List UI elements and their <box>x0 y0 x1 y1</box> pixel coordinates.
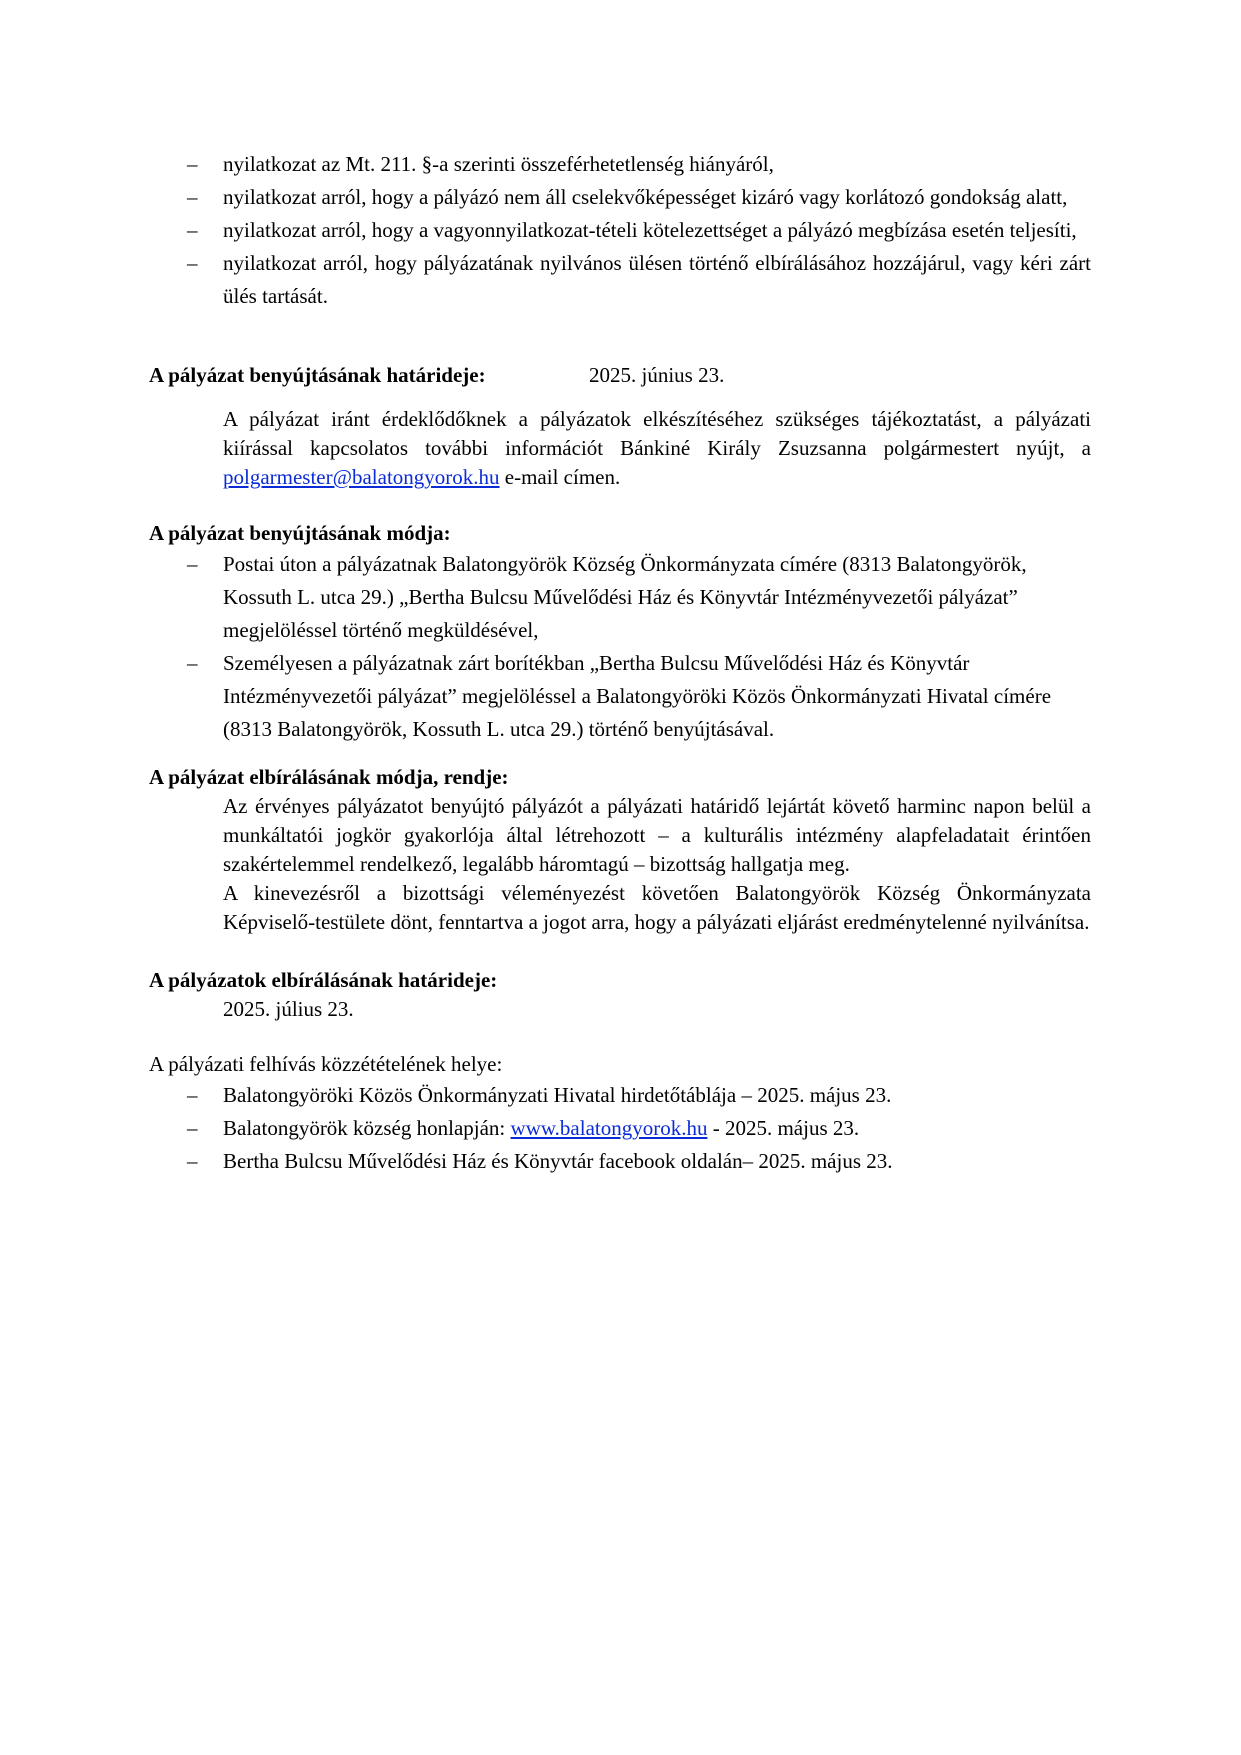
declarations-list <box>149 148 1091 313</box>
submission-deadline-heading: A pályázat benyújtásának határideje: <box>149 363 486 387</box>
dash-bullet: – <box>187 218 198 242</box>
list-item: – Személyesen a pályázatnak zárt borítékban „Bertha Bulcsu Művelődési Ház és Könyvtár Intézményvezetői pályázat” megjelöléssel a Balatongyöröki Közös Önkormányzati Hivatal címére (8313 Balatongyörök, Kossuth L. utca 29.) történő benyújtásával. <box>149 647 1091 746</box>
evaluation-deadline-heading: A pályázatok elbírálásának határideje: <box>149 968 498 992</box>
list-item: – Postai úton a pályázatnak Balatongyörök Község Önkormányzata címére (8313 Balatongyörök, Kossuth L. utca 29.) „Bertha Bulcsu Művelődési Ház és Könyvtár Intézményvezetői pályázat” megjelöléssel történő megküldésével, <box>149 548 1091 647</box>
email-link[interactable]: polgarmester@balatongyorok.hu <box>223 465 500 489</box>
website-link[interactable]: www.balatongyorok.hu <box>510 1116 708 1140</box>
evaluation-deadline-date: 2025. július 23. <box>223 997 354 1021</box>
list-item: – nyilatkozat arról, hogy pályázatának nyilvános ülésen történő elbírálásához hozzájárul, vagy kéri zárt ülés tartását. <box>149 247 1091 313</box>
list-item: – nyilatkozat arról, hogy a vagyonnyilatkozat-tételi kötelezettséget a pályázó megbízása esetén teljesíti, <box>149 214 1091 247</box>
publication-list <box>149 1079 1091 1178</box>
submission-deadline-row <box>149 360 1091 390</box>
document-content <box>149 148 1091 1178</box>
list-item: – nyilatkozat az Mt. 211. §-a szerinti összeférhetetlenség hiányáról, <box>149 148 1091 181</box>
evaluation-heading: A pályázat elbírálásának módja, rendje: <box>149 765 509 789</box>
publication-intro: A pályázati felhívás közzétételének helye: <box>149 1052 503 1076</box>
dash-bullet: – <box>187 185 198 209</box>
submission-deadline-date: 2025. június 23. <box>589 363 725 387</box>
submission-method-list <box>149 548 1091 746</box>
list-item: – Balatongyöröki Közös Önkormányzati Hivatal hirdetőtáblája – 2025. május 23. <box>149 1079 1091 1112</box>
evaluation-paragraph-1: Az érvényes pályázatot benyújtó pályázót a pályázati határidő lejártát követő harminc napon belül a munkáltatói jogkör gyakorlója által létrehozott – a kulturális intézmény alapfeladatait érintően szakértelemmel rendelkező, legalább háromtagú – bizottság hallgatja meg. <box>223 794 1091 876</box>
dash-bullet: – <box>187 651 198 675</box>
dash-bullet: – <box>187 1149 198 1173</box>
list-item: – Balatongyörök község honlapján: www.balatongyorok.hu - 2025. május 23. <box>149 1112 1091 1145</box>
dash-bullet: – <box>187 1083 198 1107</box>
dash-bullet: – <box>187 251 198 275</box>
list-item: – nyilatkozat arról, hogy a pályázó nem áll cselekvőképességet kizáró vagy korlátozó gondokság alatt, <box>149 181 1091 214</box>
list-item: – Bertha Bulcsu Művelődési Ház és Könyvtár facebook oldalán– 2025. május 23. <box>149 1145 1091 1178</box>
dash-bullet: – <box>187 152 198 176</box>
dash-bullet: – <box>187 552 198 576</box>
contact-info-paragraph: A pályázat iránt érdeklődőknek a pályázatok elkészítéséhez szükséges tájékoztatást, a pályázati kiírással kapcsolatos további információt Bánkiné Király Zsuzsanna polgármestert nyújt, a polgarmester@balatongyorok.hu e-mail címen. <box>223 407 1091 489</box>
dash-bullet: – <box>187 1116 198 1140</box>
evaluation-paragraph-2: A kinevezésről a bizottsági véleményezést követően Balatongyörök Község Önkormányzata Képviselő-testülete dönt, fenntartva a jogot arra, hogy a pályázati eljárást eredménytelenné nyilvánítsa. <box>223 881 1091 934</box>
submission-method-heading: A pályázat benyújtásának módja: <box>149 521 451 545</box>
